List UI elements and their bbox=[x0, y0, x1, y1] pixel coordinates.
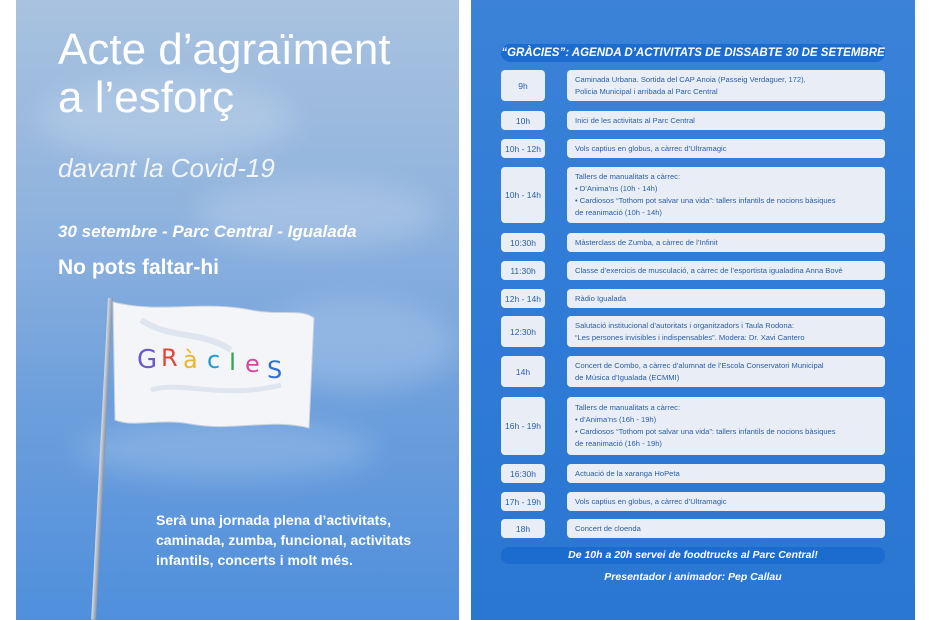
agenda-description-line: de Música d’Igualada (ECMMI) bbox=[575, 372, 680, 382]
agenda-description-line: Ràdio Igualada bbox=[575, 293, 627, 303]
agenda-description bbox=[567, 316, 885, 347]
agenda-description bbox=[567, 397, 885, 455]
agenda-description-line: Caminada Urbana. Sortida del CAP Anoia (Passeig Verdaguer, 172), bbox=[575, 74, 806, 84]
agenda-row bbox=[501, 316, 885, 347]
agenda-row bbox=[501, 167, 885, 223]
agenda-description-line: Classe d’exercicis de musculació, a càrrec de l’esportista igualadina Anna Bové bbox=[575, 265, 843, 275]
agenda-description-line: Màsterclass de Zumba, a càrrec de l’Infinit bbox=[575, 237, 718, 247]
agenda-description bbox=[567, 261, 885, 280]
agenda-description-line: Concert de cloenda bbox=[575, 523, 641, 533]
closing-text: Serà una jornada plena d’activitats, caminada, zumba, funcional, activitats infantils, concerts i molt més. bbox=[156, 512, 412, 568]
agenda-row bbox=[501, 289, 885, 308]
agenda-time: 18h bbox=[501, 519, 545, 538]
call-to-action: No pots faltar-hi bbox=[58, 256, 219, 279]
agenda-description bbox=[567, 167, 885, 223]
svg-text:c: c bbox=[207, 346, 221, 374]
agenda-description bbox=[567, 464, 885, 483]
agenda-description bbox=[567, 289, 885, 308]
presenter-line: Presentador i animador: Pep Callau bbox=[604, 571, 782, 583]
agenda-header: “GRÀCIES”: AGENDA D’ACTIVITATS DE DISSABTE 30 DE SETEMBRE bbox=[501, 44, 885, 62]
agenda-time: 11:30h bbox=[501, 261, 545, 280]
poster-panel bbox=[16, 0, 459, 620]
agenda-description-line: Inici de les activitats al Parc Central bbox=[575, 115, 695, 125]
agenda-panel bbox=[471, 0, 915, 620]
agenda-description-line: “Les persones invisibles i indispensables”. Modera: Dr. Xavi Cantero bbox=[575, 332, 805, 342]
agenda-description-line: • d’Anima’ns (16h - 19h) bbox=[575, 415, 657, 424]
gracies-flag-image bbox=[111, 300, 316, 430]
agenda-row bbox=[501, 397, 885, 455]
agenda-description bbox=[567, 356, 885, 387]
agenda-description-line: Actuació de la xaranga HoPeta bbox=[575, 468, 680, 478]
agenda-description bbox=[567, 519, 885, 538]
svg-text:I: I bbox=[229, 348, 237, 376]
agenda-time: 10h bbox=[501, 111, 545, 130]
agenda-time: 10h - 14h bbox=[501, 167, 545, 223]
date-place: 30 setembre - Parc Central - Igualada bbox=[58, 222, 357, 241]
agenda-time: 12h - 14h bbox=[501, 289, 545, 308]
agenda-time: 9h bbox=[501, 70, 545, 101]
agenda-time: 17h - 19h bbox=[501, 492, 545, 511]
agenda-time: 12:30h bbox=[501, 316, 545, 347]
agenda-time: 10:30h bbox=[501, 233, 545, 252]
agenda-time: 16h - 19h bbox=[501, 397, 545, 455]
agenda-description-line: Tallers de manualitats a càrrec: bbox=[575, 403, 681, 412]
agenda-row bbox=[501, 492, 885, 511]
agenda-description bbox=[567, 492, 885, 511]
svg-text:à: à bbox=[183, 346, 198, 374]
agenda-description bbox=[567, 70, 885, 101]
agenda-description-line: Tallers de manualitats a càrrec: bbox=[575, 172, 681, 181]
agenda-row bbox=[501, 356, 885, 387]
agenda-row bbox=[501, 70, 885, 101]
svg-text:e: e bbox=[245, 350, 260, 378]
foodtrucks-banner: De 10h a 20h servei de foodtrucks al Parc Central! bbox=[501, 547, 885, 564]
agenda-description-line: Policia Municipal i arribada al Parc Central bbox=[575, 86, 718, 96]
agenda-time: 10h - 12h bbox=[501, 139, 545, 158]
agenda-row bbox=[501, 261, 885, 280]
poster-subtitle: davant la Covid-19 bbox=[58, 153, 275, 183]
agenda-description-line: Vols captius en globus, a càrrec d’Ultramagic bbox=[575, 496, 727, 506]
svg-text:R: R bbox=[161, 344, 178, 372]
agenda-row bbox=[501, 464, 885, 483]
agenda-description-line: • Cardiosos “Tothom pot salvar una vida”: tallers infantils de nocions bàsiques bbox=[575, 196, 836, 205]
agenda-time: 14h bbox=[501, 356, 545, 387]
flag-lettering: G bbox=[137, 345, 158, 375]
poster-title: Acte d’agraïment a l’esforç bbox=[58, 25, 391, 122]
agenda-description-line: de reanimació (16h - 19h) bbox=[575, 439, 662, 448]
agenda-description-line: Concert de Combo, a càrrec d’alumnat de l’Escola Conservatori Municipal bbox=[575, 360, 824, 370]
agenda-row bbox=[501, 519, 885, 538]
agenda-description-line: de reanimació (10h - 14h) bbox=[575, 208, 662, 217]
agenda-row bbox=[501, 139, 885, 158]
agenda-description bbox=[567, 139, 885, 158]
agenda-row bbox=[501, 111, 885, 130]
agenda-row bbox=[501, 233, 885, 252]
agenda-description-line: Vols captius en globus, a càrrec d’Ultramagic bbox=[575, 143, 727, 153]
agenda-description-line: • D’Anima’ns (10h - 14h) bbox=[575, 184, 658, 193]
agenda-description bbox=[567, 111, 885, 130]
agenda-time: 16:30h bbox=[501, 464, 545, 483]
agenda-description-line: Salutació institucional d’autoritats i organitzadors i Taula Rodona: bbox=[575, 320, 794, 330]
agenda-description bbox=[567, 233, 885, 252]
svg-text:S: S bbox=[267, 356, 283, 384]
agenda-description-line: • Cardiosos “Tothom pot salvar una vida”: tallers infantils de nocions bàsiques bbox=[575, 427, 836, 436]
